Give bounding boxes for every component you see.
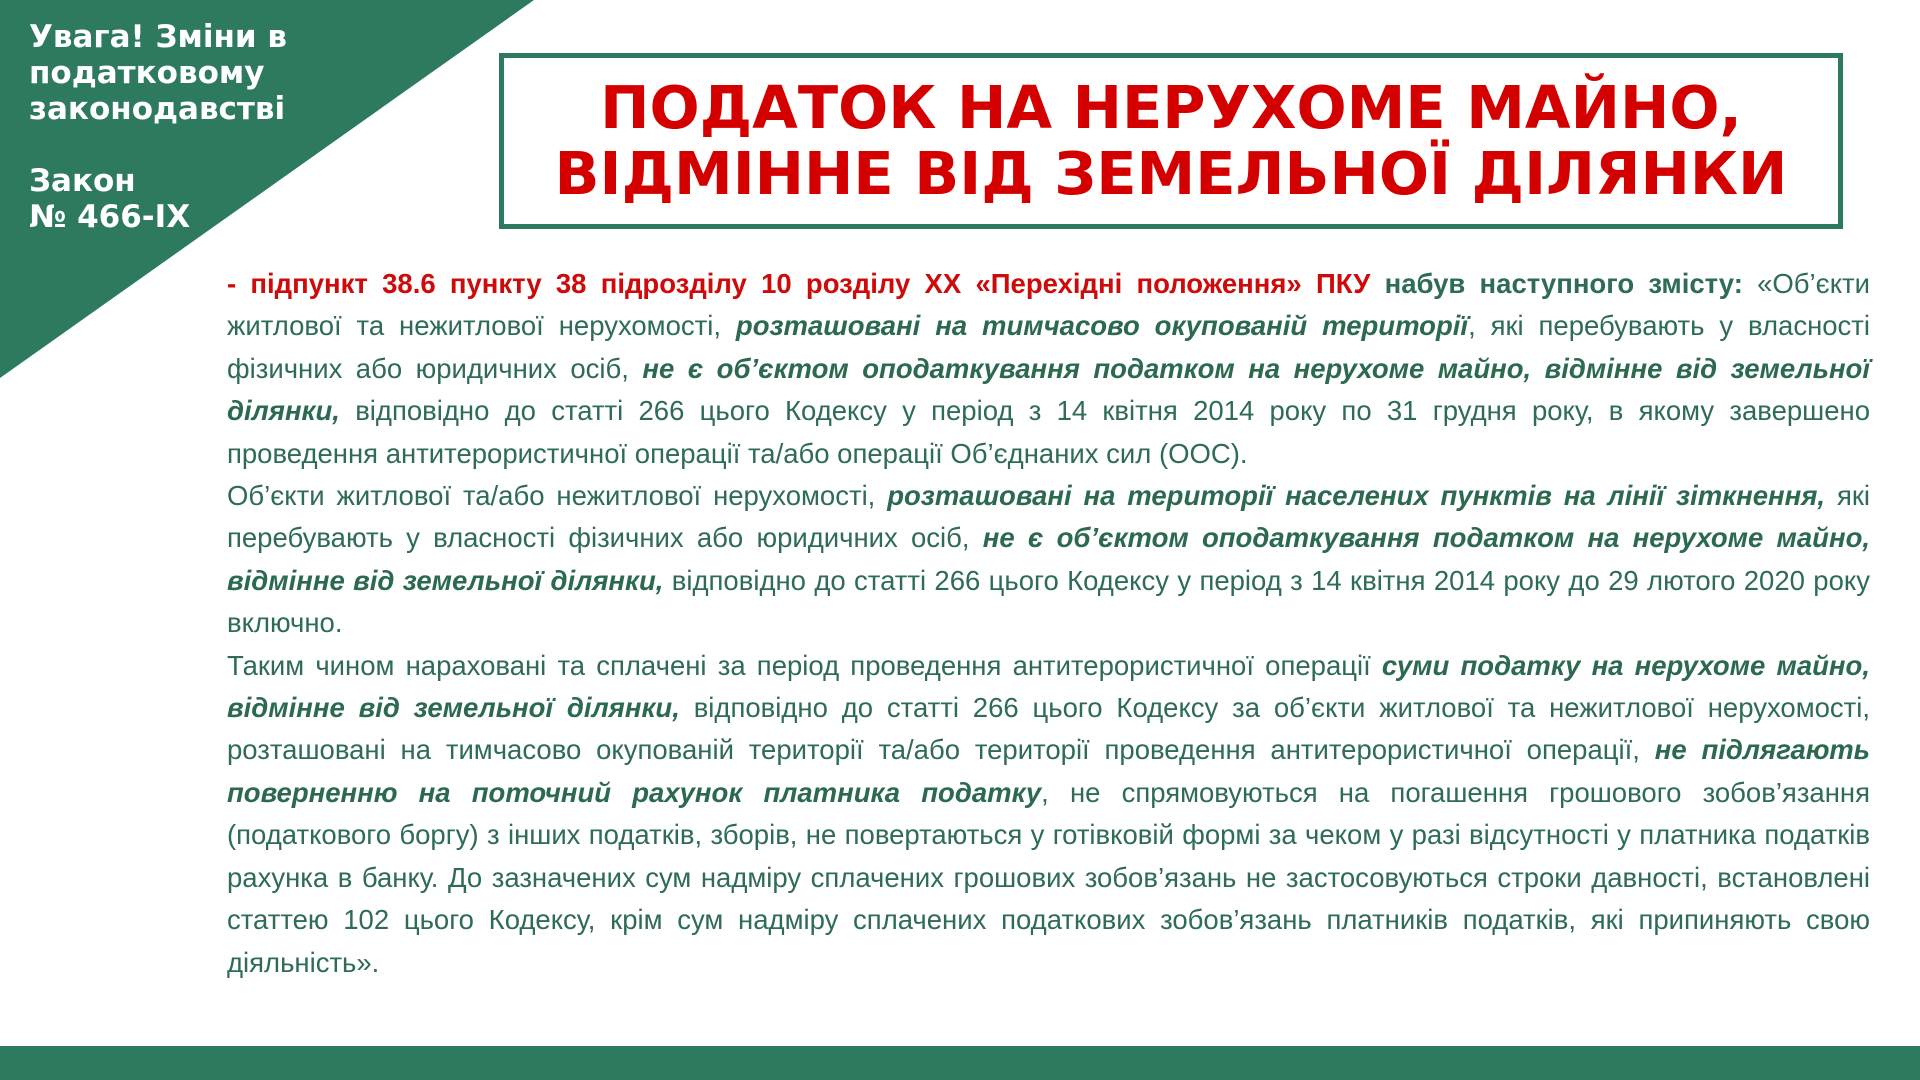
- title-line-1: ПОДАТОК НА НЕРУХОМЕ МАЙНО,: [600, 73, 1742, 142]
- text-segment: відповідно до статті 266 цього Кодексу у період з 14 квітня 2014 року по 31 грудня року, в якому завершено проведення антитерористичної операції та/або операції Об’єднаних сил (ООС).: [227, 395, 1870, 469]
- notice-line-3: законодавстві: [29, 91, 286, 127]
- highlight-tax-amounts: суми податку на нерухоме майно, відмінне від земельної ділянки,: [227, 649, 1870, 724]
- highlight-not-taxable: не є об’єктом оподаткування податком на нерухоме майно, відмінне від земельної ділянки,: [227, 522, 1871, 596]
- highlight-occupied-territory: розташовані на тимчасово окупованій території: [735, 310, 1469, 342]
- lead-in-text: набув наступного змісту:: [1370, 268, 1743, 299]
- document-body: [227, 263, 1870, 984]
- text-segment: відповідно до статті 266 цього Кодексу за об’єкти житлової та нежитлової нерухомості, розташовані на тимчасово окупованій території та/або території проведення антитерористичної операції,: [227, 692, 1870, 766]
- highlight-not-taxable: не є об’єктом оподаткування податком на нерухоме майно, відмінне від земельної ділянки,: [227, 352, 1870, 427]
- text-segment: , які перебувають у власності фізичних або юридичних осіб,: [227, 310, 1871, 384]
- text-segment: «Об’єкти житлової та нежитлової нерухомості,: [227, 268, 1871, 342]
- page-title: [499, 53, 1843, 229]
- notice-line-2: податковому: [29, 55, 265, 91]
- paragraph-2: [227, 475, 1870, 645]
- text-segment: , не спрямовуються на погашення грошового зобов’язання (податкового боргу) з інших податків, зборів, не повертаються у готівковій формі за чеком у разі відсутності у платника податків рахунка в банку. До зазначених сум надміру сплачених грошових зобов’язань не застосовуються строки давності, встановлені статтею 102 цього Кодексу, крім сум надміру сплачених податкових зобов’язань платників податків, які припиняють свою діяльність».: [227, 776, 1870, 978]
- text-segment: відповідно до статті 266 цього Кодексу у період з 14 квітня 2014 року до 29 лютого 2020 року включно.: [227, 564, 1870, 639]
- text-segment: Таким чином нараховані та сплачені за період проведення антитерористичної операції: [227, 649, 1382, 681]
- paragraph-1: [227, 263, 1870, 475]
- bottom-bar: [0, 1046, 1920, 1080]
- highlight-contact-line: розташовані на території населених пунктів на лінії зіткнення,: [887, 480, 1826, 512]
- notice-line-1: Увага! Зміни в: [29, 19, 288, 55]
- legal-reference: - підпункт 38.6 пункту 38 підрозділу 10 розділу ХХ «Перехідні положення» ПКУ: [227, 268, 1371, 299]
- law-number: № 466-ІХ: [29, 199, 191, 235]
- notice-spacer: [29, 127, 349, 163]
- text-segment: Об’єкти житлової та/або нежитлової нерухомості,: [227, 480, 888, 512]
- text-segment: які перебувають у власності фізичних або юридичних осіб,: [227, 480, 1870, 554]
- highlight-not-refundable: не підлягають поверненню на поточний рахунок платника податку: [227, 734, 1870, 808]
- law-change-notice: [29, 19, 349, 235]
- law-label: Закон: [29, 163, 136, 199]
- paragraph-3: [227, 645, 1870, 984]
- title-line-2: ВІДМІННЕ ВІД ЗЕМЕЛЬНОЇ ДІЛЯНКИ: [554, 139, 1788, 208]
